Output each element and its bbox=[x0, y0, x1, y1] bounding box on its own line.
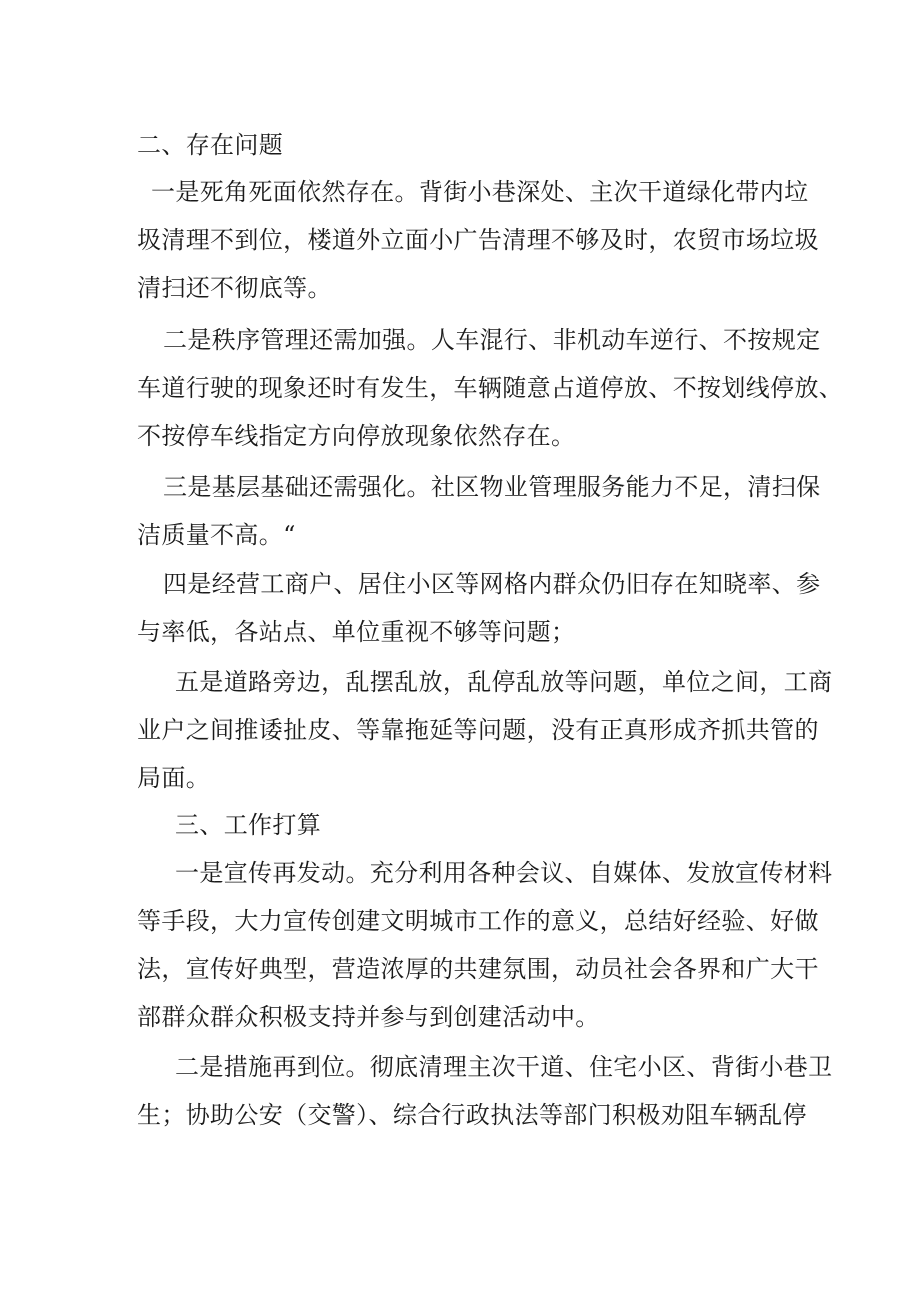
section-heading-plans: 三、工作打算 bbox=[175, 811, 322, 839]
paragraph-line: 生；协助公安（交警）、综合行政执法等部门积极劝阻车辆乱停 bbox=[137, 1101, 807, 1129]
paragraph-line: 二是措施再到位。彻底清理主次干道、住宅小区、背街小巷卫 bbox=[175, 1053, 833, 1081]
paragraph-line: 三是基层基础还需强化。社区物业管理服务能力不足，清扫保 bbox=[163, 473, 821, 501]
paragraph-line: 五是道路旁边，乱摆乱放，乱停乱放等问题，单位之间，工商 bbox=[175, 668, 833, 696]
paragraph-line: 一是宣传再发动。充分利用各种会议、自媒体、发放宣传材料 bbox=[175, 859, 833, 887]
paragraph-line: 一是死角死面依然存在。背街小巷深处、主次干道绿化带内垃 bbox=[151, 178, 809, 206]
paragraph-line: 不按停车线指定方向停放现象依然存在。 bbox=[137, 422, 576, 450]
paragraph-line: 二是秩序管理还需加强。人车混行、非机动车逆行、不按规定 bbox=[163, 326, 821, 354]
paragraph-line: 等手段，大力宣传创建文明城市工作的意义，总结好经验、好做 bbox=[137, 907, 819, 935]
section-heading-problems: 二、存在问题 bbox=[137, 131, 284, 159]
paragraph-line: 法，宣传好典型，营造浓厚的共建氛围，动员社会各界和广大干 bbox=[137, 955, 819, 983]
paragraph-line: 部群众群众积极支持并参与到创建活动中。 bbox=[137, 1003, 600, 1031]
paragraph-line: 业户之间推诿扯皮、等靠拖延等问题，没有正真形成齐抓共管的 bbox=[137, 716, 819, 744]
paragraph-line: 洁质量不高。“ bbox=[137, 521, 296, 549]
paragraph-line: 圾清理不到位，楼道外立面小广告清理不够及时，农贸市场垃圾 bbox=[137, 226, 819, 254]
paragraph-line: 四是经营工商户、居住小区等网格内群众仍旧存在知晓率、参 bbox=[163, 570, 821, 598]
paragraph-line: 与率低，各站点、单位重视不够等问题； bbox=[137, 618, 576, 646]
paragraph-line: 车道行驶的现象还时有发生，车辆随意占道停放、不按划线停放、 bbox=[137, 374, 844, 402]
paragraph-line: 清扫还不彻底等。 bbox=[137, 274, 332, 302]
paragraph-line: 局面。 bbox=[137, 764, 211, 792]
